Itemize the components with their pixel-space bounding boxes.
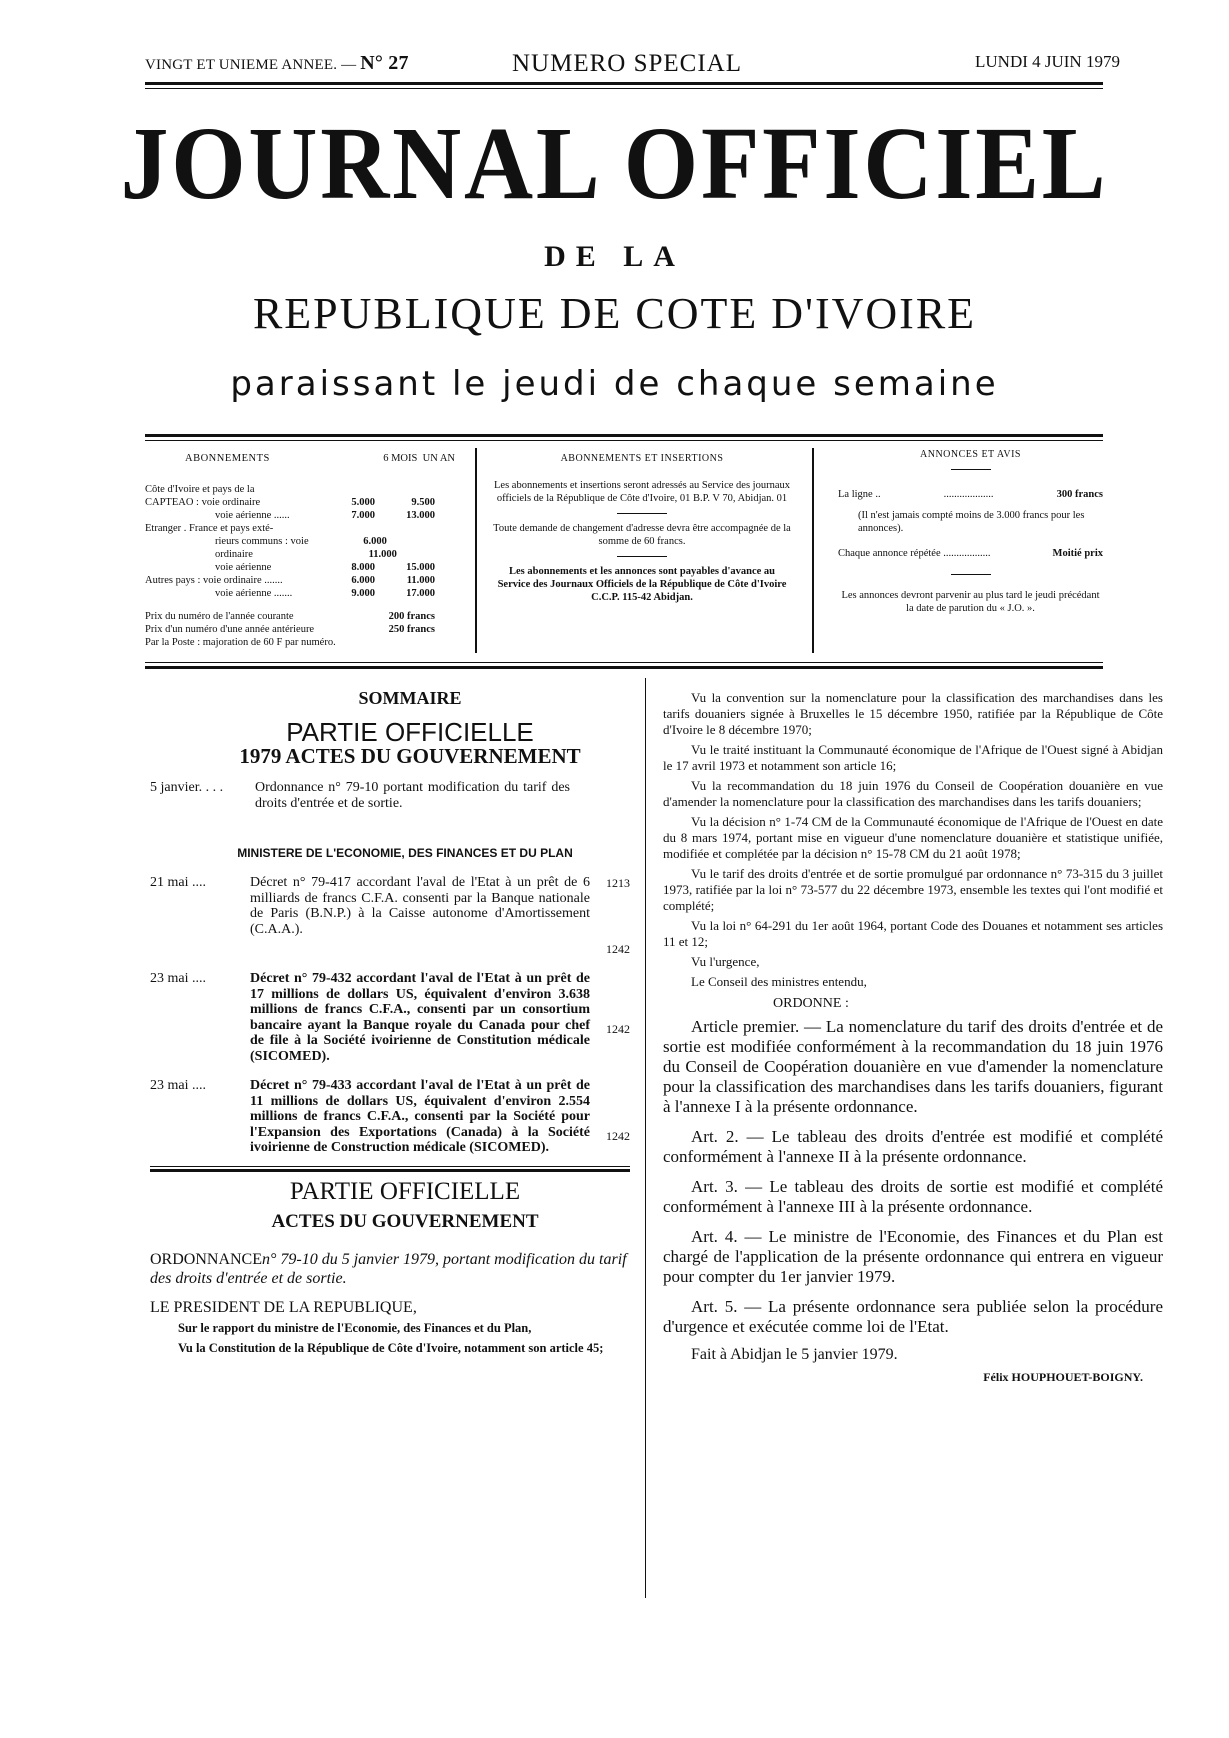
section-rule — [150, 1166, 630, 1167]
repeat-value: Moitié prix — [1052, 548, 1103, 559]
vu-paragraph: Vu la convention sur la nomenclature pour la classification des marchandises dans les tarifs douaniers signée à Bruxelles le 15 décembre 1950, ratifiée par la République de Côte d'Ivoire le 8 décembre 1970; — [663, 690, 1163, 737]
signature: Félix HOUPHOUET-BOIGNY. — [983, 1370, 1143, 1384]
ordonnance-title — [150, 1250, 630, 1288]
partie-officielle-heading: PARTIE OFFICIELLE — [286, 717, 534, 747]
deadline-note: Les annonces devront parvenir au plus tard le jeudi précédant la date de parution du « J.O. ». — [841, 590, 1100, 614]
issue-date: LUNDI 4 JUIN 1979 — [975, 52, 1120, 71]
publication-tagline: paraissant le jeudi de chaque semaine — [230, 364, 999, 404]
ministry-heading: MINISTERE DE L'ECONOMIE, DES FINANCES ET DU PLAN — [237, 846, 573, 860]
fait-line: Fait à Abidjan le 5 janvier 1979. — [691, 1345, 898, 1363]
article-paragraph: Art. 3. — Le tableau des droits de sortie est modifié et complété conformément à l'annexe III à la présente ordonnance. — [663, 1176, 1163, 1216]
price-current-label: Prix du numéro de l'année courante — [145, 611, 294, 622]
insertions-box — [492, 452, 792, 604]
vu-paragraph: Vu la décision n° 1-74 CM de la Communauté économique de l'Afrique de l'Ouest en date du 8 mars 1974, portant mise en vigueur d'une nomenclature douanière et statistique unifiée, modifiée et complétée par la décision n° 15-78 CM du 21 août 1978; — [663, 814, 1163, 861]
articles-list — [663, 1017, 1163, 1337]
journal-title: JOURNAL OFFICIEL — [120, 106, 1109, 221]
article-paragraph: Art. 4. — Le ministre de l'Economie, des Finances et du Plan est chargé de l'application de la présente ordonnance qui entrera en vigueur pour compter du 1er janvier 1979. — [663, 1226, 1163, 1286]
rate-six-months: 6.000 — [363, 536, 387, 547]
post-note: Par la Poste : majoration de 60 F par numéro. — [145, 637, 336, 648]
subscriptions-box — [145, 452, 455, 649]
entry-date: 21 mai .... — [150, 875, 206, 890]
subscription-row — [145, 509, 455, 522]
annonces-heading: ANNONCES ET AVIS — [920, 449, 1021, 460]
sommaire-entry — [150, 1078, 630, 1156]
special-issue-label: NUMERO SPECIAL — [512, 50, 742, 77]
rate-label: voie aérienne ...... — [215, 510, 290, 521]
subscription-row — [145, 587, 455, 600]
price-previous-value: 250 francs — [388, 624, 435, 635]
right-vus-list — [663, 690, 1163, 990]
year-label: VINGT ET UNIEME ANNEE. — — [145, 57, 357, 73]
rate-label: Autres pays : voie ordinaire ....... — [145, 575, 283, 586]
entry-text: Ordonnance n° 79-10 portant modification du tarif des droits d'entrée et de sortie. — [255, 780, 570, 811]
body-partie-heading: PARTIE OFFICIELLE — [289, 1177, 521, 1205]
rate-one-year: 17.000 — [406, 588, 435, 599]
rate-label: Etranger . France et pays exté- — [145, 523, 274, 534]
rate-one-year: 11.000 — [368, 549, 397, 560]
vu-paragraph: Vu la Constitution de la République de Côte d'Ivoire, notamment son article 45; — [178, 1340, 604, 1355]
separator — [951, 574, 991, 575]
sommaire-entry — [150, 780, 630, 811]
sommaire-section — [150, 690, 630, 1360]
column-divider — [645, 678, 646, 1598]
rate-six-months: 6.000 — [351, 575, 375, 586]
entry-page: 1242 — [606, 1129, 630, 1143]
separator — [617, 556, 667, 557]
article-paragraph: Art. 2. — Le tableau des droits d'entrée est modifié et complété conformément à l'annexe II à la présente ordonnance. — [663, 1126, 1163, 1166]
entry-date: 23 mai .... — [150, 1078, 206, 1093]
price-previous-label: Prix d'un numéro d'une année antérieure — [145, 624, 315, 635]
payment-note: Les abonnements et les annonces sont payables d'avance au Service des Journaux Officiels de la République de Côte d'Ivoire C.C.P. 115-42 Abidjan. — [497, 566, 787, 603]
entry-page: 1242 — [606, 942, 630, 956]
rate-label: rieurs communs : voie ordinaire — [215, 536, 309, 560]
vu-paragraph: Vu la loi n° 64-291 du 1er août 1964, portant Code des Douanes et notamment ses articles 11 et 12; — [663, 918, 1163, 949]
vu-paragraph: Le Conseil des ministres entendu, — [691, 974, 867, 989]
body-actes-heading: ACTES DU GOUVERNEMENT — [271, 1210, 539, 1232]
rate-one-year: 15.000 — [406, 562, 435, 573]
rate-six-months: 9.000 — [351, 588, 375, 599]
ordonnance-prefix: ORDONNANCE — [150, 1250, 262, 1268]
sommaire-heading: SOMMAIRE — [358, 688, 462, 708]
sommaire-entry — [150, 875, 630, 957]
republic-title: REPUBLIQUE DE COTE D'IVOIRE — [252, 289, 977, 338]
de-la-label: DE LA — [544, 240, 685, 273]
issue-number: N° 27 — [360, 52, 409, 74]
header-rule-thin — [145, 88, 1103, 89]
rate-six-months: 5.000 — [351, 497, 375, 508]
entry-page: 1242 — [606, 1022, 630, 1036]
section-rule — [150, 1169, 630, 1172]
annonces-box — [838, 448, 1103, 615]
rate-one-year: 11.000 — [406, 575, 435, 586]
info-top-rule — [145, 434, 1103, 437]
address-change-note: Toute demande de changement d'adresse devra être accompagnée de la somme de 60 francs. — [493, 523, 791, 547]
rate-one-year: 13.000 — [406, 510, 435, 521]
ordonnance-title-text: n° 79-10 du 5 janvier 1979, portant modification du tarif des droits d'entrée et de sortie. — [150, 1250, 627, 1287]
entry-date: 5 janvier. . . . — [150, 780, 224, 795]
entry-page: 1213 — [606, 876, 630, 890]
separator — [617, 513, 667, 514]
rate-label: voie aérienne — [215, 562, 272, 573]
vu-paragraph: Vu le tarif des droits d'entrée et de sortie promulgué par ordonnance n° 73-315 du 3 juillet 1973, ratifiée par la loi n° 73-577 du 22 décembre 1973, ensemble les textes qui l'ont modifié et complété; — [663, 866, 1163, 913]
vu-paragraph: Vu le traité instituant la Communauté économique de l'Afrique de l'Ouest signé à Abidjan le 17 avril 1973 et notamment son article 16; — [663, 742, 1163, 773]
minimum-note: (Il n'est jamais compté moins de 3.000 francs pour les annonces). — [858, 510, 1085, 534]
sommaire-entry — [150, 971, 630, 1064]
subscription-row — [145, 574, 455, 587]
subscription-rates-table — [145, 483, 455, 600]
six-months-header: 6 MOIS — [383, 453, 418, 464]
article-paragraph: Article premier. — La nomenclature du tarif des droits d'entrée et de sortie est modifiée conformément à la recommandation du 18 juin 1976 du Conseil de Coopération douanière en vue d'amender la nomenclature pour la classification des marchandises dans les tarifs douaniers, figurant à l'annexe I à la présente ordonnance. — [663, 1016, 1163, 1116]
price-current-value: 200 francs — [388, 611, 435, 622]
separator — [951, 469, 991, 470]
one-year-header: UN AN — [422, 453, 455, 464]
entry-date: 23 mai .... — [150, 971, 206, 986]
rate-six-months: 7.000 — [351, 510, 375, 521]
entry-text: Décret n° 79-417 accordant l'aval de l'Etat à un prêt de 6 milliards de francs C.F.A. consenti par la Banque nationale de Paris (B.N.P.) à la Caisse autonome d'Amortissement (C.A.A.). — [250, 875, 590, 937]
line-price-label: La ligne .. — [838, 489, 881, 500]
column-divider — [812, 448, 814, 653]
rate-label: Côte d'Ivoire et pays de la — [145, 484, 255, 495]
info-bottom-rule-thin — [145, 662, 1103, 663]
info-bottom-rule — [145, 666, 1103, 669]
info-top-rule-thin — [145, 440, 1103, 441]
subscription-row — [145, 535, 455, 561]
line-price-value: 300 francs — [1056, 489, 1103, 500]
repeat-label: Chaque annonce répétée .................. — [838, 548, 991, 559]
rate-label: voie aérienne ....... — [215, 588, 293, 599]
rate-label: CAPTEAO : voie ordinaire — [145, 497, 261, 508]
rate-one-year: 9.500 — [411, 497, 435, 508]
insertions-heading: ABONNEMENTS ET INSERTIONS — [560, 453, 724, 464]
ordonne-label: ORDONNE : — [773, 996, 849, 1011]
entry-text: Décret n° 79-432 accordant l'aval de l'Etat à un prêt de 17 millions de dollars US, équivalent d'environ 3.638 millions de francs C.F.A., consenti par un consortium bancaire ayant la Banque royale du Canada pour chef de file à la Société ivoirienne de Constitution médicale (SICOMED). — [250, 971, 590, 1064]
rate-six-months: 8.000 — [351, 562, 375, 573]
president-line: LE PRESIDENT DE LA REPUBLIQUE, — [150, 1298, 417, 1316]
left-vus-list — [150, 1320, 630, 1356]
subscriptions-heading: ABONNEMENTS — [185, 453, 270, 464]
vu-paragraph: Vu la recommandation du 18 juin 1976 du Conseil de Coopération douanière en vue d'amender la nomenclature pour la classification des marchandises dans les tarifs douaniers; — [663, 778, 1163, 809]
entry-text: Décret n° 79-433 accordant l'aval de l'Etat à un prêt de 11 millions de dollars US, équivalent d'environ 2.554 millions de francs C.F.A., consenti par la Société pour l'Expansion des Exportations (Canada) à la Société ivoirienne de Construction médicale (SICOMED). — [250, 1078, 590, 1155]
subscription-row — [145, 522, 455, 535]
subscription-row — [145, 561, 455, 574]
vu-paragraph: Sur le rapport du ministre de l'Economie, des Finances et du Plan, — [178, 1320, 532, 1335]
subscription-row — [145, 483, 455, 496]
sommaire-entries — [150, 875, 630, 1156]
column-divider — [475, 448, 477, 653]
insertions-address: Les abonnements et insertions seront adressés au Service des journaux officiels de la République de Côte d'Ivoire, 01 B.P. V 70, Abidjan. 01 — [494, 480, 790, 504]
actes-heading: 1979 ACTES DU GOUVERNEMENT — [239, 744, 581, 768]
vu-paragraph: Vu l'urgence, — [691, 954, 760, 969]
issue-year — [145, 52, 409, 75]
ordonnance-body — [663, 690, 1163, 1386]
article-paragraph: Art. 5. — La présente ordonnance sera publiée selon la procédure d'urgence et exécutée comme loi de l'Etat. — [663, 1296, 1163, 1336]
header-rule — [145, 82, 1103, 85]
subscription-row — [145, 496, 455, 509]
line-price-dots: ................... — [943, 489, 994, 500]
